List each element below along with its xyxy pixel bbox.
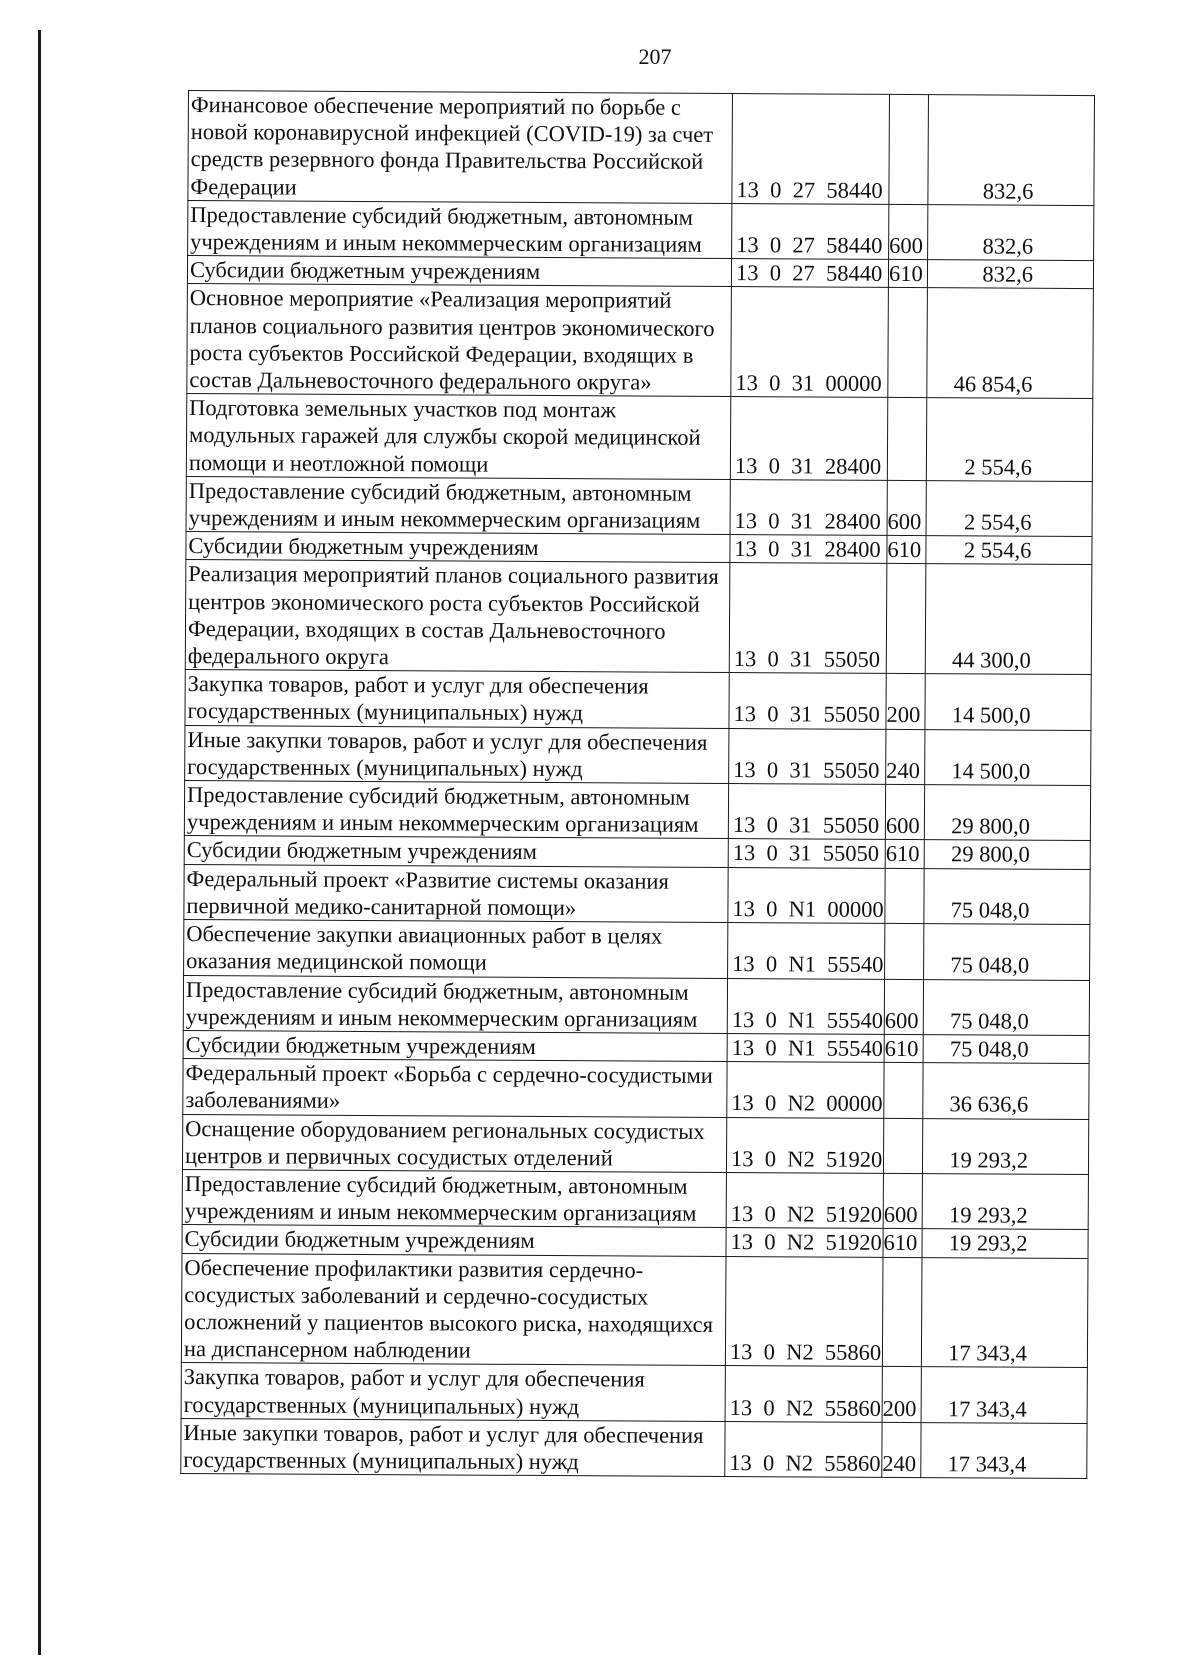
row-sum-cell: 75 048,0 <box>923 979 1089 1035</box>
row-type-cell <box>888 288 928 398</box>
row-code-cell: 13 0 N2 51920 <box>726 1172 883 1228</box>
row-name-cell: Закупка товаров, работ и услуг для обеспечения государственных (муниципальных) нужд <box>181 1363 725 1421</box>
table-row <box>183 1030 1089 1063</box>
row-name-cell: Обеспечение профилактики развития сердечно-сосудистых заболеваний и сердечно-сосудистых осложнений у пациентов высокого риска, находящихся на диспансерном наблюдении <box>181 1253 726 1366</box>
row-sum-cell: 17 343,4 <box>921 1422 1087 1478</box>
row-type-cell <box>889 94 929 204</box>
row-type-cell <box>885 923 924 979</box>
table-row <box>186 394 1092 482</box>
row-sum-cell: 19 293,2 <box>922 1229 1088 1258</box>
row-code-cell: 13 0 27 58440 <box>732 203 889 259</box>
row-code-cell: 13 0 31 55050 <box>729 563 887 674</box>
row-name-cell: Субсидии бюджетным учреждениям <box>183 1030 727 1061</box>
row-name-cell: Иные закупки товаров, работ и услуг для обеспечения государственных (муниципальных) нужд <box>185 725 729 783</box>
row-sum-cell: 36 636,6 <box>923 1063 1089 1119</box>
row-type-cell: 610 <box>885 840 924 868</box>
row-sum-cell: 14 500,0 <box>925 729 1091 785</box>
row-name-cell: Федеральный проект «Развитие системы оказания первичной медико-санитарной помощи» <box>184 864 728 922</box>
row-code-cell: 13 0 31 55050 <box>728 839 885 868</box>
row-code-cell: 13 0 N1 55540 <box>727 1033 884 1062</box>
table-row <box>181 1253 1088 1368</box>
row-name-cell: Субсидии бюджетным учреждениям <box>184 836 728 867</box>
table-row <box>185 725 1091 785</box>
row-code-cell: 13 0 N2 00000 <box>727 1062 884 1118</box>
table-row <box>183 1059 1089 1119</box>
row-sum-cell: 75 048,0 <box>924 868 1090 924</box>
table-row <box>181 1418 1087 1478</box>
row-name-cell: Предоставление субсидий бюджетным, автономным учреждениям и иным некоммерческим организациям <box>183 975 727 1033</box>
table-row <box>184 836 1090 869</box>
table-row <box>182 1114 1088 1174</box>
row-name-cell: Предоставление субсидий бюджетным, автономным учреждениям и иным некоммерческим организациям <box>182 1169 726 1227</box>
row-sum-cell: 14 500,0 <box>925 674 1091 730</box>
row-code-cell: 13 0 N2 51920 <box>726 1117 883 1173</box>
table-row <box>187 284 1094 399</box>
row-type-cell: 240 <box>882 1422 921 1478</box>
row-type-cell: 600 <box>889 204 928 260</box>
row-type-cell <box>882 1257 922 1367</box>
row-type-cell <box>885 868 924 924</box>
row-code-cell: 13 0 N2 51920 <box>726 1228 883 1257</box>
table-row <box>182 1225 1088 1258</box>
row-sum-cell: 29 800,0 <box>924 785 1090 841</box>
row-code-cell: 13 0 31 00000 <box>731 287 889 398</box>
row-name-cell: Закупка товаров, работ и услуг для обеспечения государственных (муниципальных) нужд <box>185 670 729 728</box>
row-code-cell: 13 0 N1 55540 <box>727 978 884 1034</box>
row-name-cell: Субсидии бюджетным учреждениям <box>187 256 731 287</box>
row-code-cell: 13 0 27 58440 <box>732 94 890 205</box>
table-row <box>184 864 1090 924</box>
row-type-cell <box>883 1118 922 1174</box>
row-code-cell: 13 0 31 55050 <box>729 673 886 729</box>
row-type-cell: 240 <box>886 729 925 785</box>
row-sum-cell: 832,6 <box>928 204 1094 260</box>
row-code-cell: 13 0 31 28400 <box>730 397 887 480</box>
row-name-cell: Предоставление субсидий бюджетным, автономным учреждениям и иным некоммерческим организациям <box>188 200 732 258</box>
row-code-cell: 13 0 31 28400 <box>730 535 887 564</box>
row-type-cell: 610 <box>884 1034 923 1062</box>
page-number: 207 <box>638 44 672 69</box>
row-code-cell: 13 0 N1 00000 <box>728 867 885 923</box>
row-sum-cell: 2 554,6 <box>926 398 1092 482</box>
row-sum-cell: 44 300,0 <box>925 564 1092 675</box>
row-name-cell: Федеральный проект «Борьба с сердечно-сосудистыми заболеваниями» <box>183 1059 727 1117</box>
row-name-cell: Предоставление субсидий бюджетным, автономным учреждениям и иным некоммерческим организациям <box>186 476 730 534</box>
table-row <box>184 781 1090 841</box>
table-row <box>181 1363 1087 1423</box>
row-type-cell: 600 <box>884 979 923 1035</box>
row-code-cell: 13 0 N2 55860 <box>725 1421 882 1477</box>
row-type-cell: 200 <box>886 674 925 730</box>
row-name-cell: Оснащение оборудованием региональных сосудистых центров и первичных сосудистых отделений <box>182 1114 726 1172</box>
row-name-cell: Субсидии бюджетным учреждениям <box>186 532 730 563</box>
row-type-cell <box>887 398 926 481</box>
table-row <box>183 975 1089 1035</box>
table-row <box>187 256 1093 289</box>
row-type-cell: 200 <box>882 1367 921 1423</box>
row-sum-cell: 75 048,0 <box>923 1035 1089 1064</box>
row-sum-cell: 832,6 <box>928 95 1095 206</box>
row-type-cell: 610 <box>888 260 927 288</box>
row-code-cell: 13 0 N1 55540 <box>728 923 885 979</box>
row-name-cell: Основное мероприятие «Реализация мероприятий планов социального развития центров экономического роста субъектов Российской Федерации, входящих в состав Дальневосточного федерального округа» <box>187 284 732 397</box>
row-name-cell: Предоставление субсидий бюджетным, автономным учреждениям и иным некоммерческим организациям <box>184 781 728 839</box>
row-type-cell: 610 <box>883 1229 922 1257</box>
row-sum-cell: 75 048,0 <box>924 924 1090 980</box>
table-row <box>186 476 1092 536</box>
row-sum-cell: 832,6 <box>927 260 1093 289</box>
row-sum-cell: 19 293,2 <box>922 1174 1088 1230</box>
row-code-cell: 13 0 31 28400 <box>730 479 887 535</box>
budget-table-body <box>181 91 1095 1479</box>
row-type-cell: 600 <box>883 1173 922 1229</box>
row-type-cell: 600 <box>885 784 924 840</box>
table-row <box>182 1169 1088 1229</box>
row-name-cell: Субсидии бюджетным учреждениям <box>182 1225 726 1256</box>
table-row <box>185 670 1091 730</box>
row-sum-cell: 17 343,4 <box>921 1257 1088 1368</box>
row-sum-cell: 29 800,0 <box>924 840 1090 869</box>
row-code-cell: 13 0 31 55050 <box>728 784 885 840</box>
row-name-cell: Подготовка земельных участков под монтаж модульных гаражей для службы скорой медицинской помощи и неотложной помощи <box>186 394 730 480</box>
row-name-cell: Финансовое обеспечение мероприятий по борьбе с новой коронавирусной инфекцией (COVID-19) за счет средств резервного фонда Правительства Российской Федерации <box>188 91 733 204</box>
row-name-cell: Обеспечение закупки авиационных работ в целях оказания медицинской помощи <box>184 920 728 978</box>
row-name-cell: Реализация мероприятий планов социального развития центров экономического роста субъектов Российской Федерации, входящих в состав Дальневосточного федерального округа <box>185 560 730 673</box>
row-sum-cell: 19 293,2 <box>922 1118 1088 1174</box>
table-row <box>184 920 1090 980</box>
row-sum-cell: 46 854,6 <box>927 288 1094 399</box>
row-sum-cell: 17 343,4 <box>921 1367 1087 1423</box>
table-row <box>186 532 1092 565</box>
row-type-cell: 610 <box>887 536 926 564</box>
row-code-cell: 13 0 N2 55860 <box>725 1366 882 1422</box>
row-code-cell: 13 0 N2 55860 <box>725 1256 883 1367</box>
row-type-cell <box>884 1063 923 1119</box>
row-name-cell: Иные закупки товаров, работ и услуг для обеспечения государственных (муниципальных) нужд <box>181 1418 725 1476</box>
row-type-cell: 600 <box>887 480 926 536</box>
budget-table <box>180 90 1095 1479</box>
row-code-cell: 13 0 31 55050 <box>729 728 886 784</box>
scan-edge-line <box>38 30 41 1655</box>
table-row <box>185 560 1092 675</box>
row-sum-cell: 2 554,6 <box>926 536 1092 565</box>
table-row <box>188 200 1094 260</box>
row-type-cell <box>886 564 926 674</box>
table-row <box>188 91 1095 206</box>
row-sum-cell: 2 554,6 <box>926 480 1092 536</box>
row-code-cell: 13 0 27 58440 <box>731 259 888 288</box>
